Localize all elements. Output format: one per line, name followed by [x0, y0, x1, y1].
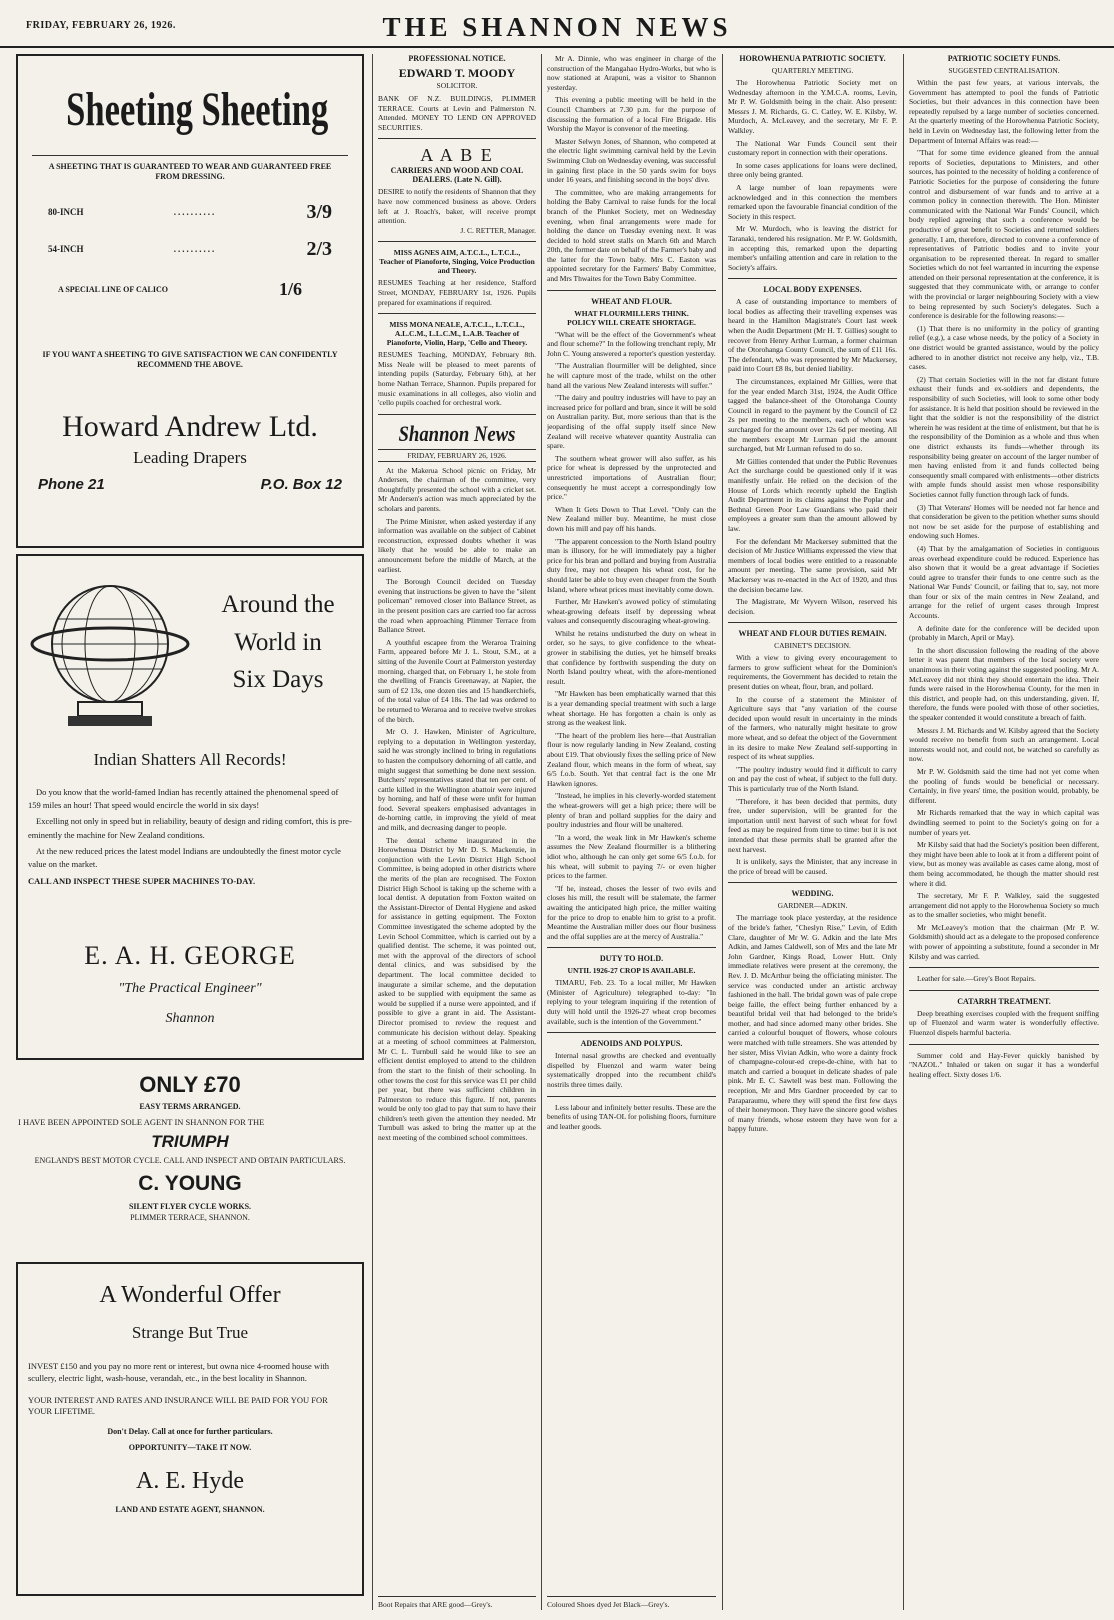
- indian-motorcycle-advert: [16, 554, 364, 1060]
- news-paragraph: Master Selwyn Jones, of Shannon, who competed at the electric light swimming carnival held by the Levin Swimming Club on Wednesday evening, was successful in gaining first place in the 50 yards swim for boys under 16 years, and finishing second in the boys' dive.: [547, 136, 716, 185]
- dealer-town: Shannon: [165, 1011, 215, 1026]
- news-paragraph: "The dairy and poultry industries will have to pay an increased price for pollard and bran, since it will be sold on Australian parity. But, more serious than that is the jeopardising of the offal supply itself since New Zealand will receive whatever quantity Australia can spare.: [547, 393, 716, 451]
- article-heading: HOROWHENUA PATRIOTIC SOCIETY.: [739, 54, 886, 63]
- article-heading: CATARRH TREATMENT.: [957, 996, 1051, 1006]
- firm-name: Howard Andrew Ltd.: [62, 410, 318, 444]
- article-subheading: WHAT FLOURMILLERS THINK.: [574, 308, 689, 318]
- article-heading: LOCAL BODY EXPENSES.: [763, 285, 862, 295]
- news-paragraph: The circumstances, explained Mr Gillies, were that for the year ended March 31st, 1924, the Audit Office tagged the balance-sheet of the Otorohanga County Council in regard to the payment by the Council of £2 2s per meeting to the members, each of whom was surcharged for the amount over 12s 6d per meeting. All the members except Mr Lurman paid the amount surcharged, but Mr Lurman refused to do so.: [728, 377, 897, 454]
- news-paragraph: At the Makerua School picnic on Friday, Mr Andersen, the chairman of the committee, very thoughtfully presented the school with a cricket set. Mr Andersen's action was much appreciated by the scholars and parents.: [378, 465, 536, 514]
- news-paragraph: (2) That certain Societies will in the not far distant future exhaust their funds and ex-soldiers and dependents, the responsibility of such Societies, will look to some other body for assistance. It is held that position should be reviewed in the light that the soldier is not the responsibility of the district wherein he was resident at the time of enlistment, but that he is the responsibility of the Dominion as a whole and thus when one district exhausts its funds—whether through its responsibility being greater on account of the larger number of men having enlisted from it and funds collected being consequently small compared with enlistments—other districts with ample funds should assist men whose responsibility Societies cannot fully function through lack of funds.: [909, 374, 1099, 499]
- triumph-line: ENGLAND'S BEST MOTOR CYCLE. CALL AND INSPECT AND OBTAIN PARTICULARS.: [34, 1156, 346, 1166]
- phone-number: Phone 21: [38, 476, 105, 494]
- teacher-sub: Teacher of Pianoforte, Singing, Voice Production and Theory.: [379, 257, 535, 276]
- headline-line: Six Days: [232, 666, 324, 693]
- house-offer-advert: [16, 1262, 364, 1596]
- news-paragraph: "Instead, he implies in his cleverly-worded statement the wheat-growers will get a high price; there will be plenty of bran and pollard supplies for the dairy and poultry industries and flour will be unaltered.: [547, 791, 716, 830]
- news-paragraph: Deep breathing exercises coupled with the frequent sniffing up of Fluenzol and warm water is wonderfully effective. Fluenzol dispels harmful bacteria.: [909, 1008, 1099, 1038]
- news-paragraph: Further, Mr Hawken's avowed policy of stimulating wheat-growing defeats itself by depressing wheat values and consequently discouraging wheat-growing.: [547, 597, 716, 626]
- triumph-works: SILENT FLYER CYCLE WORKS.: [128, 1202, 252, 1212]
- article-heading: DUTY TO HOLD.: [599, 954, 664, 964]
- news-paragraph: Messrs J. M. Richards and W. Kilsby agreed that the Society would receive no benefit from such an arrangement. Local interests would not, and could not, be watched so carefully as now.: [909, 725, 1099, 764]
- article-heading: PATRIOTIC SOCIETY FUNDS.: [947, 54, 1061, 63]
- paper-date: FRIDAY, FEBRUARY 26, 1926.: [378, 449, 536, 462]
- offer-body: INVEST £150 and you pay no more rent or interest, but owna nice 4-roomed house with scullery, electric light, wash-house, verandah, etc., in the best locality in Shannon.: [28, 1361, 330, 1383]
- news-paragraph: Internal nasal growths are checked and eventually dispelled by Fluenzol and warm water being systematically dropped into the recumbent child's nostrils three times daily.: [547, 1051, 716, 1090]
- carrier-body: DESIRE to notify the residents of Shannon that they have now commenced business as above. Orders left at J. Roach's, baker, will receive prompt attention.: [378, 187, 536, 226]
- news-paragraph: Summer cold and Hay-Fever quickly banished by "NAZOL." Inhaled or taken on sugar it has a wonderful healing effect. Sixty doses 1/6.: [909, 1050, 1099, 1079]
- issue-date: FRIDAY, FEBRUARY 26, 1926.: [26, 20, 176, 31]
- offer-line: OPPORTUNITY—TAKE IT NOW.: [128, 1443, 252, 1453]
- triumph-terms: EASY TERMS ARRANGED.: [139, 1102, 241, 1111]
- column-divider: [372, 54, 373, 1610]
- news-paragraph: Mr A. Dinnie, who was engineer in charge of the construction of the Mangahao Hydro-Works, but who is now stationed at Arapuni, was a visitor to Shannon yesterday.: [547, 54, 716, 92]
- news-paragraph: This evening a public meeting will be held in the Council Chambers at 7.30 p.m. for the purpose of discussing the formation of a local Fire Brigade. His Worship the Mayor is convenor of the meeting.: [547, 95, 716, 134]
- article-heading: WHEAT AND FLOUR DUTIES REMAIN.: [738, 629, 887, 639]
- column-divider: [722, 54, 723, 1610]
- paper-nameplate: Shannon News: [398, 420, 516, 446]
- advert-column: [16, 54, 364, 1610]
- article-heading: ADENOIDS AND POLYPUS.: [580, 1039, 683, 1049]
- triumph-dealer: C. YOUNG: [138, 1172, 242, 1196]
- solicitor-name: EDWARD T. MOODY: [398, 66, 516, 80]
- news-paragraph: Within the past few years, at various intervals, the Government has attempted to pool the funds of Patriotic Societies, but their advances in this connection have been repeatedly repulsed by a large number of societies concerned. At the quarterly meeting of the Horowhenua Patriotic Society, held in Levin on Wednesday last, the following letter from the Department of Internal Affairs was read:—: [909, 78, 1099, 145]
- news-paragraph: The Horowhenua Patriotic Society met on Wednesday afternoon in the Y.M.C.A. rooms, Levin, Mr P. W. Goldsmith being in the chair. Also present: Messrs J. M. Richards, G. C. Catley, W. E. Kilsby, W. Murdoch, A. McLeavey, and the secretary, Mr F. P. Walkley.: [728, 78, 897, 135]
- news-paragraph: Mr P. W. Goldsmith said the time had not yet come when the pooling of funds would be beneficial or necessary. Certainly, in five years' time, the position would, probably, be different.: [909, 766, 1099, 805]
- news-paragraph: Whilst he retains undisturbed the duty on wheat in order, so he says, to give confidence to the wheat-grower in stabilising the duties, yet he himself breaks that confidence by forthwith suspending the duty on North Island poultry wheat, with the afore-mentioned result.: [547, 628, 716, 686]
- article-heading: WHEAT AND FLOUR.: [591, 296, 672, 306]
- news-paragraph: With a view to giving every encouragement to farmers to grow sufficient wheat for the Dominion's requirements, the Government has decided to retain the present duties on wheat, flour, bran, and pollard.: [728, 653, 897, 692]
- globe-icon: [28, 574, 198, 734]
- news-paragraph: Mr Gillies contended that under the Public Revenues Act the surcharge could be questioned only if it was manifestly unfair. He relied on the decision of the House of Lords which recently upheld the English Audit Department in its claims against the Poplar and Bethnal Green Poor Law Guardians who paid their employees a greater sum than the amount allowed by law.: [728, 456, 897, 533]
- news-paragraph: Mr W. Murdoch, who is leaving the district for Taranaki, tendered his resignation. Mr P. W. Goldsmith, in accepting this, remarked upon the departing member's unfailing attention and care in relation to the Society's affairs.: [728, 224, 897, 272]
- news-paragraph: In the short discussion following the reading of the above letter it was patent that members of the local society were unanimous in their voting against the suggested pooling. Mr A. McLeavey did not think they should entertain the idea. Their funds were raised in the Horowhenua County, for the men in this district, and people had, on this understanding, given. If, therefore, the funds were pooled with those of other societies, the speaker contended it would constitute a breach of faith.: [909, 645, 1099, 722]
- indian-call: CALL AND INSPECT THESE SUPER MACHINES TO-DAY.: [28, 876, 256, 887]
- article-subheading: CABINET'S DECISION.: [774, 641, 851, 651]
- dealer-name: E. A. H. GEORGE: [84, 941, 296, 970]
- triumph-price: ONLY £70: [139, 1072, 241, 1097]
- indian-subhead: Indian Shatters All Records!: [93, 750, 287, 769]
- contact-row: [18, 468, 362, 493]
- news-paragraph: (1) That there is no uniformity in the policy of granting relief (e.g.), a case whose needs, by the policy of a Society in one district would be granted assistance, would by the policy adhered to in another district not receive any help, viz., T.B. cases.: [909, 323, 1099, 372]
- news-paragraph: "Therefore, it has been decided that permits, duty free, under supervision, will be granted for the importation until next harvest of such wheat for fowl feed as may be required from time to time: but it is not intended that these permits shall be granted after the next harvest.: [728, 796, 897, 854]
- news-paragraph: The secretary, Mr F. P. Walkley, said the suggested arrangement did not apply to the Horowhenua Society so much as to the smaller societies, who might benefit.: [909, 891, 1099, 920]
- sheeting-tagline: A SHEETING THAT IS GUARANTEED TO WEAR AND GUARANTEED FREE FROM DRESSING.: [48, 161, 332, 182]
- column-divider: [541, 54, 542, 1610]
- news-paragraph: The dental scheme inaugurated in the Horowhenua District by Mr D. S. Mackenzie, in conjunction with the Levin District High School Committee, is being adopted in other districts where the merits of the plan are recognised. The Foxton District High School is taking up the scheme with a local dentist. A deputation from Foxton waited on the Assistant-Director of Dental Hygiene and asked for assistance in getting equipment. The Foxton Committee investigated the scheme adopted by the Levin School Committee, which is carried out by a qualified dentist. The scheme, it was pointed out, met with the approval of the directors of school dental clinics, and was subsidised by the department. The local committee decided to inaugurate a similar scheme, and the deputation asked to be supplied with equipment the same as would be supplied if a nurse were appointed, and if possible to give a grant in aid. The Assistant-Director promised to review the request and communicate his decision without delay. Speaking at a meeting of school committees at Palmerston, Mr C. L. Turnbull said he would like to see an efficient dentist employed to attend to the children from the start to the finish of their schooling. In other towns the cost for this service was £1 per child per year, but there was sufficient children in Palmerston to reduce this figure. If not, parents would be only too glad to pay that sum to have their children's teeth given the attention they needed. Mr Turnbull was asked to bring the matter up at the next meeting of the combined school committees.: [378, 835, 536, 1143]
- news-paragraph: "That for some time evidence gleaned from the annual reports of Societies, deputations to Ministers, and other sources, has pointed to the necessity of holding a conference of Patriotic Societies for the purpose of considering the future control and disbursement of war funds and to arrive at a common policy in connection therewith. The Hon. Minister communicated with the National War Funds' Council, which body replied agreeing that such a conference would be productive of great benefit to Societies and returned soldiers generally. I am, therefore, directed to convene a conference of representatives of Patriotic bodies and to invite your organisation to be represented thereat. In regard to smaller Societies which do not feel warranted in incurring the expense attended on their personal representation at the conference, it is suggested that they communicate with, or arrange to confer with the provincial or larger neighbouring Society with a view to being represented by such Society's delegates. Such a conference is desirable for the following reasons:—: [909, 148, 1099, 321]
- news-paragraph: Leather for sale.—Grey's Boot Repairs.: [917, 974, 1036, 984]
- carrier-sign: J. C. RETTER, Manager.: [460, 225, 536, 235]
- news-paragraph: "In a word, the weak link in Mr Hawken's scheme assumes the New Zealand flourmiller is a blithering idiot who, although he can only get some 6/5 f.o.b. for his wheat, will submit to paying 7/- or even higher prices to the farmer.: [547, 832, 716, 881]
- news-paragraph: A case of outstanding importance to members of local bodies as affecting their travelling expenses was heard in the Hamilton Magistrate's Court last week when the Audit Department (Mr H. T. Gillies) sought to recover from Henry Arthur Lurman, a former chairman of the Otorohanga County Council, the sum of £11 16s. The defendant, who was represented by Mr Mackersey, paid into Court £8 8s, but denied liability.: [728, 297, 897, 374]
- news-paragraph: The southern wheat grower will also suffer, as his price for wheat is depressed by the unprotected and unrestricted importations of Australian flour; consequently he must accept a correspondingly low price.": [547, 453, 716, 502]
- article-subheading: POLICY WILL CREATE SHORTAGE.: [567, 317, 696, 327]
- dealer-subtitle: "The Practical Engineer": [118, 981, 262, 996]
- news-paragraph: "The poultry industry would find it difficult to carry on and pay the cost of wheat, if subject to the full duty. This is particularly true of the North Island.: [728, 764, 897, 793]
- news-column-5: [909, 54, 1099, 1610]
- news-paragraph: The committee, who are making arrangements for holding the Baby Carnival to raise funds for the local branch of the Plunket Society, met on Wednesday evening, when final arrangements were made for holding the dance on Tuesday evening next. It was decided to hold street stalls on March 6th and March 20th, the former date on behalf of the Farmer's baby and the latter for the Town baby. Mrs C. Easton was appointed secretary for the Farmers' Baby Committee, and Mrs Thwaites for the Town Baby Committee.: [547, 187, 716, 284]
- solicitor-title: SOLICITOR.: [436, 81, 478, 90]
- indian-body: At the new reduced prices the latest model Indians are undoubtedly the finest motor cycle value on the market.: [28, 845, 341, 869]
- price-row: 54-INCH .......... 2/3: [48, 237, 332, 260]
- news-paragraph: "If he, instead, choses the lesser of two evils and closes his mill, the result will be stalemate, the farmer awaiting the anticipated high price, the miller waiting for the price to drop to enable him to grist to a profit. Meantime the Australian miller does our flour business and the offal supplies are at the mercy of Australia.": [547, 883, 716, 941]
- article-subheading: QUARTERLY MEETING.: [771, 66, 854, 75]
- news-paragraph: "Mr Hawken has been emphatically warned that this is a year demanding special treatment with such a large wheat shortage. He has forgotten a chain is only as strong as the weakest link.: [547, 689, 716, 728]
- news-paragraph: The Prime Minister, when asked yesterday if any information was available on the subject of Cabinet reconstruction, expressed doubts whether it was likely that he would be able to make an announcement before the middle of March, at the earliest.: [378, 516, 536, 574]
- headline-line: Around the: [221, 591, 335, 618]
- article-subheading: GARDNER—ADKIN.: [777, 901, 848, 911]
- agent-name: A. E. Hyde: [136, 1467, 244, 1494]
- news-paragraph: Mr McLeavey's motion that the chairman (Mr P. W. Goldsmith) should act as a delegate to the proposed conference with power of appointing a substitute, found a seconder in Mr Kilsby and was carried.: [909, 922, 1099, 961]
- news-paragraph: "The Australian flourmiller will be delighted, since he will capture most of the trade, whilst on the other hand all the various New Zealand interests will suffer.": [547, 361, 716, 390]
- calico-row: A SPECIAL LINE OF CALICO 1/6: [58, 278, 302, 299]
- price-row: 80-INCH .......... 3/9: [48, 200, 332, 223]
- firm-sub: Leading Drapers: [133, 448, 247, 468]
- news-paragraph: In some cases applications for loans were declined, three only being granted.: [728, 160, 897, 180]
- news-paragraph: "The apparent concession to the North Island poultry man is illusory, for he will immediately pay a higher price for his bran and pollard and buying from Australia duty free, may not cheapen his wheat cost, for he should later be able to buy even cheaper from the South Island, where wheat prices must inevitably come down.: [547, 536, 716, 594]
- newspaper-title: THE SHANNON NEWS: [382, 12, 732, 42]
- carrier-sub: CARRIERS AND WOOD AND COAL DEALERS. (Late N. Gill).: [390, 166, 524, 185]
- news-paragraph: It is unlikely, says the Minister, that any increase in the price of bread will be caused.: [728, 857, 897, 876]
- news-paragraph: "The heart of the problem lies here—that Australian flour is now regularly landing in New Zealand, costing about £19. That obviously fixes the selling price of New Zealand flour, which means in the form of wheat, say 6/5 f.o.b. South. Yet that central fact is the one Mr Hawken ignores.: [547, 730, 716, 788]
- recommend-line: IF YOU WANT A SHEETING TO GIVE SATISFACTION WE CAN CONFIDENTLY RECOMMEND THE ABOVE.: [42, 349, 338, 369]
- triumph-address: PLIMMER TERRACE, SHANNON.: [130, 1213, 250, 1223]
- carrier-name: A A B E: [420, 145, 494, 166]
- news-column-4: [728, 54, 897, 1610]
- po-box: P.O. Box 12: [260, 476, 342, 494]
- news-paragraph: A large number of loan repayments were acknowledged and in this connection the members remarked upon the favourable financial condition of the Society in this respect.: [728, 182, 897, 221]
- offer-line: YOUR INTEREST AND RATES AND INSURANCE WILL BE PAID FOR YOU FOR YOUR LIFETIME.: [28, 1394, 328, 1416]
- article-heading: WEDDING.: [791, 889, 834, 899]
- column-divider: [903, 54, 904, 1610]
- news-paragraph: Mr Richards remarked that the way in which capital was dwindling seemed to point to the Society's going on for a number of years yet.: [909, 808, 1099, 837]
- news-paragraph: A definite date for the conference will be decided upon (probably in March, April or May).: [909, 623, 1099, 643]
- news-paragraph: The Magistrate, Mr Wyvern Wilson, reserved his decision.: [728, 597, 897, 616]
- news-paragraph: The National War Funds Council sent their customary report in connection with their operations.: [728, 138, 897, 158]
- news-paragraph: The marriage took place yesterday, at the residence of the bride's father, "Cheslyn Rise," Levin, of Edith Clare, daughter of Mr W. G. Adkin and the late Mrs Adkin, and James Caldwell, son of Mrs and the late Mr John Gardner, Kings Road, Lower Hutt. Only immediate relatives were present at the ceremony, the Rev. J. D. McArthur being the officiating minister. The service was conducted under an artistic archway fashioned in the hall. The bridal gown was of pale crepe beige faille, the effect being further enhanced by a beautiful bridal veil that had belonged to the bride's mother, and had since adorned many other brides. She carried a colourful bouquet of flowers, whose colours were matched with tulle streamers. She was attended by her sister, Miss Vivian Adkin, who wore a dainty frock of champagne-colour-ed crepe-de-chine, with hat to match and carried a bouquet in delicate shades of pale pink. Mr E. C. Sawtell was best man. Following the reception, Mr and Mrs Gardner proceeded by car to Paraparaumu, where they will spend the first few days of their honeymoon. They have the sincere good wishes of many friends, whose esteem they have won for a happy future.: [728, 913, 897, 1134]
- news-paragraph: The Borough Council decided on Tuesday evening that instructions be given to have the "silent policeman" removed closer into Ballance Street, as in the present position cars are carried too far across the road when approaching Plimmer Terrace from Ballance Street.: [378, 577, 536, 635]
- footer-advert: Boot Repairs that ARE good—Grey's.: [378, 1596, 536, 1610]
- news-column-3: [547, 54, 716, 1610]
- headline-line: World in: [234, 628, 322, 656]
- offer-sub: Strange But True: [131, 1323, 249, 1342]
- offer-line: Don't Delay. Call at once for further particulars.: [107, 1426, 273, 1436]
- agent-title: LAND AND ESTATE AGENT, SHANNON.: [115, 1504, 265, 1514]
- triumph-brand: TRIUMPH: [151, 1132, 229, 1152]
- news-paragraph: For the defendant Mr Mackersey submitted that the decision of Mr Justice Williams expressed the view that members of local bodies were entitled to a reasonable amount per meeting. The same provision, said Mr Mackersey was re-enacted in the Act of 1920, and thus the decision became law.: [728, 536, 897, 594]
- teacher-body: RESUMES Teaching, MONDAY, February 8th. Miss Neale will be pleased to meet parents of intending pupils (Saturday, February 6th), at her home Nathan Terrace, Shannon. Pupils prepared for music examinations in all colleges, also violin and 'cello pupils coached for orchestral work.: [378, 350, 536, 408]
- masthead: [0, 0, 1114, 48]
- sheeting-advert: [16, 54, 364, 548]
- notice-heading: PROFESSIONAL NOTICE.: [408, 54, 506, 63]
- news-paragraph: (3) That Veterans' Homes will be needed not far hence and that consideration be given to the petition whether sums should not now be set aside for the purpose of establishing and endowing such Homes.: [909, 502, 1099, 541]
- article-subheading: UNTIL 1926-27 CROP IS AVAILABLE.: [567, 966, 696, 976]
- news-paragraph: TIMARU, Feb. 23. To a local miller, Mr Hawken (Minister of Agriculture) telegraphed to-day: "In replying to your telegram inquiring if the retention of duty will hold until the 1926-27 wheat crop becomes available, such is the intention of the Government.": [547, 978, 716, 1026]
- news-paragraph: "What will be the effect of the Government's wheat and flour scheme?" In the following trenchant reply, Mr John C. Young answered a reporter's question yesterday.: [547, 329, 716, 358]
- news-paragraph: Mr O. J. Hawken, Minister of Agriculture, replying to a deputation in Wellington yesterday, said he was strongly inclined to bring in regulations to hasten the compulsory dehorning of all cattle, and might suggest that something be done next session. Butchers' representatives stated that ten per cent. of cattle killed in the Wellington abattoir were injured by horning, and half of these were unfit for human food. Several speakers emphasised advantages in de-horning cattle, in improving the yield of meat and milk, and decreasing danger to people.: [378, 727, 536, 833]
- article-subheading: SUGGESTED CENTRALISATION.: [948, 66, 1060, 75]
- news-paragraph: When It Gets Down to That Level. "Only can the New Zealand miller buy. Meantime, he must close down his mill and pay off his hands.: [547, 504, 716, 533]
- news-column-2: [378, 54, 536, 1610]
- triumph-body: I HAVE BEEN APPOINTED SOLE AGENT IN SHANNON FOR THE: [18, 1117, 265, 1127]
- indian-body: Do you know that the world-famed Indian has recently attained the phenomenal speed of 159 miles an hour! That speed would encircle the world in six days!: [28, 787, 339, 811]
- teacher-heading: MISS MONA NEALE, A.T.C.L., L.T.C.L., A.L.C.M., L.L.C.M., L.A.B. Teacher of Pianoforte, Violin, Harp, 'Cello and Theory.: [386, 320, 528, 348]
- news-paragraph: A youthful escapee from the Weraroa Training Farm, appeared before Mr J. L. Stout, S.M., at a sitting of the Juvenile Court at Palmerston yesterday morning, charged that, on February 1, he stole from the dwelling of Francis Greenaway, at Napier, the sum of £2 13s, one dozen ties and 15 handkerchiefs, of the total value of £4 18s. The lad was ordered to be returned to Weraroa and to receive twelve strokes of the birch.: [378, 637, 536, 724]
- teacher-heading: MISS AGNES AIM, A.T.C.L., L.T.C.L.,: [393, 248, 521, 258]
- news-paragraph: Less labour and infinitely better results. These are the benefits of using TAN-OL for polishing floors, furniture and leather goods.: [547, 1102, 716, 1131]
- triumph-advert: [16, 1066, 364, 1256]
- solicitor-body: BANK OF N.Z. BUILDINGS, PLIMMER TERRACE. Courts at Levin and Palmerston N. Attended. MONEY TO LEND ON APPROVED SECURITIES.: [378, 94, 536, 132]
- news-paragraph: In the course of a statement the Minister of Agriculture says that "any variation of the course decided upon would result in uncertainty in the minds of the farmers, who naturally might hesitate to grow more wheat, and so defeat the object of the Government in its desire to make New Zealand self-supporting in respect of its wheat supplies.: [728, 694, 897, 762]
- news-paragraph: (4) That by the amalgamation of Societies in contiguous areas overhead expenditure could be reduced. Experience has also shown that it would be a great advantage if Societies could agree to transfer their funds to one centre such as the National War Funds' Council, or failing that to, say, not more than four or six of the main centres in New Zealand, and arrange for the relief of urgent cases through Imprest Accounts.: [909, 543, 1099, 621]
- indian-body: Excelling not only in speed but in reliability, beauty of design and riding comfort, this is pre-eminently the machine for New Zealand conditions.: [28, 816, 352, 840]
- footer-advert: Coloured Shoes dyed Jet Black—Grey's.: [547, 1596, 716, 1610]
- teacher-body: RESUMES Teaching at her residence, Stafford Street, MONDAY, FEBRUARY 1st, 1926. Pupils prepared for examinations if required.: [378, 278, 536, 307]
- sheeting-heading: Sheeting Sheeting: [66, 83, 329, 136]
- news-paragraph: Mr Kilsby said that had the Society's position been different, they might have been able to look at it from a different point of view, but as money was available as cases came along, most of them being accommodated, he though the matter should rest where it did.: [909, 840, 1099, 888]
- offer-headline: A Wonderful Offer: [99, 1282, 281, 1308]
